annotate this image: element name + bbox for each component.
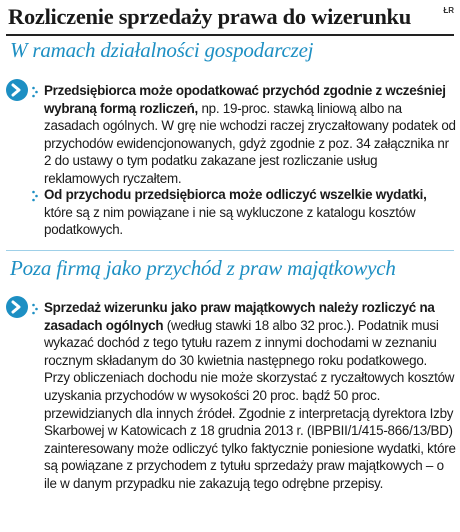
header (6, 0, 454, 36)
dotted-chevron-icon (32, 303, 38, 315)
paragraph-expenses (44, 186, 456, 239)
section-divider (6, 250, 454, 251)
paragraph-body: (według stawki 18 albo 32 proc.). Podatnik musi wykazać dochód z tego tytułu razem z innymi dochodami w zeznaniu rocznym składanym do 30 kwietnia następnego roku podatkowego. Przy obliczeniach dochodu nie może skorzystać z ryczałtowych kosztów uzyskania przychodów w wysokości 20 proc. bądź 50 proc. przewidzianych dla innych źródeł. Zgodnie z interpretacją dyrektora Izby Skarbowej w Katowicach z 18 grudnia 2013 r. (IBPBII/1/415-866/13/BD) zainteresowany może odliczyć tylko faktycznie poniesione wydatki, które są powiązane z przychodem z tytułu sprzedaży praw majątkowych – o ile w danym przypadku nie zakazują tego odrębne przepisy. (44, 317, 456, 491)
dotted-chevron-icon (32, 86, 38, 98)
paragraph-bold-lead: Sprzedaż wizerunku jako praw majątkowych należy rozliczyć na zasadach ogólnych (44, 300, 435, 333)
arrow-right-icon (6, 296, 28, 318)
arrow-right-icon (6, 79, 28, 101)
source-label: ŁR (443, 6, 454, 15)
section-heading-property-rights: Poza firmą jako przychód z praw majątkowych (10, 256, 396, 280)
paragraph-tax-form (44, 82, 456, 188)
page-title: Rozliczenie sprzedaży prawa do wizerunku (8, 4, 411, 29)
section-heading-business: W ramach działalności gospodarczej (10, 38, 314, 62)
paragraph-bold-lead: Od przychodu przedsiębiorca może odliczyć wszelkie wydatki, (44, 187, 427, 202)
paragraph-bold-lead: Przedsiębiorca może opodatkować przychód zgodnie z wcześniej wybraną formą rozliczeń, (44, 83, 446, 116)
paragraph-body: które są z nim powiązane i nie są wykluczone z katalogu kosztów podatkowych. (44, 204, 416, 238)
paragraph-body: np. 19-proc. stawką liniową albo na zasadach ogólnych. W grę nie wchodzi raczej zryczałtowany podatek od przychodów ewidencjonowanych, gdyż zgodnie z poz. 34 załącznika nr 2 do ustawy o tym podatku zakazane jest rozliczanie usług reklamowych ryczałtem. (44, 100, 456, 186)
paragraph-property-rights (44, 299, 456, 493)
dotted-chevron-icon (32, 190, 38, 202)
